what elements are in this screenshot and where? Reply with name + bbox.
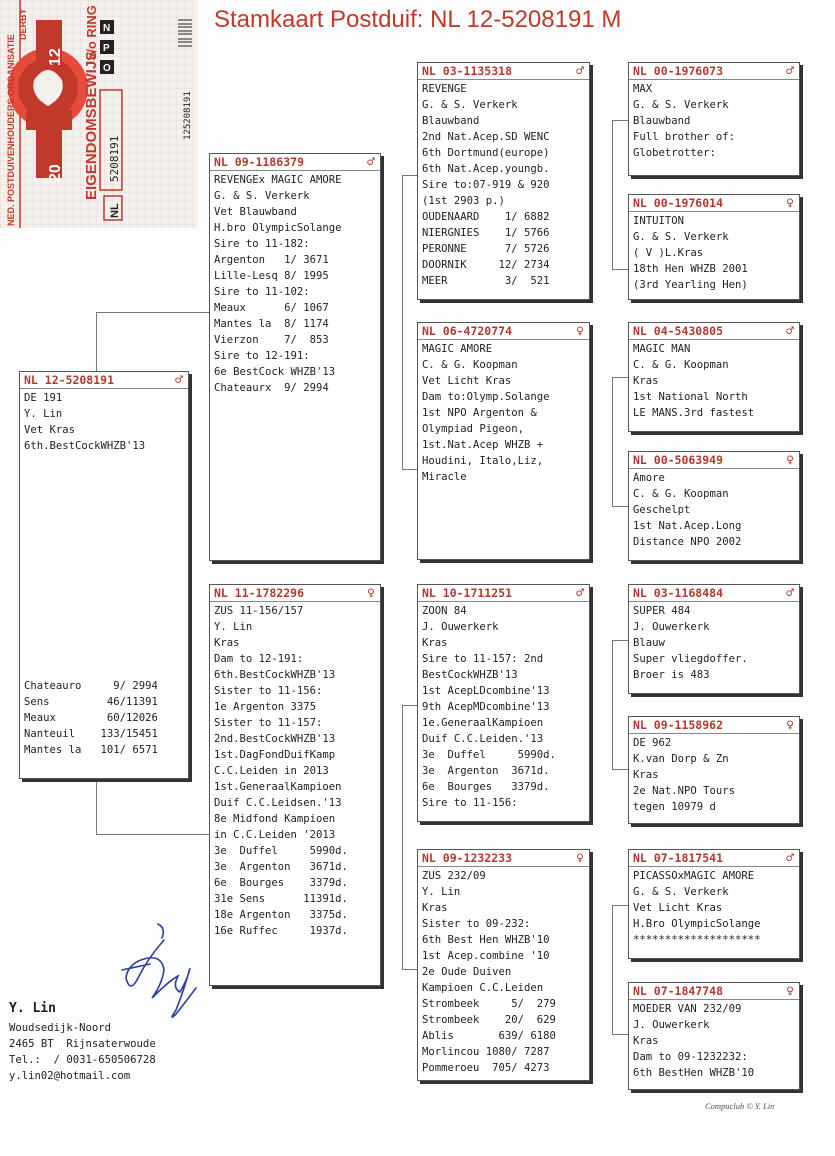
pigeon-name: ZOON 84: [422, 605, 467, 617]
info-line: tegen 10979 d: [633, 801, 716, 813]
info-line: 1st National North: [633, 391, 748, 403]
owner-email: y.lin02@hotmail.com: [9, 1070, 131, 1082]
info-line: LE MANS.3rd fastest: [633, 407, 755, 419]
info-line: Duif C.C.Leidsen.'13: [214, 797, 342, 809]
info-line: Sister to 11-157:: [214, 717, 323, 729]
pigeon-card-mfm: [628, 716, 800, 824]
breeder: G. & S. Verkerk: [633, 99, 729, 111]
male-icon: ♂: [786, 850, 794, 866]
ring-number: NL 09-1186379: [214, 155, 305, 169]
ring-number: NL 10-1711251: [422, 586, 513, 600]
info-line: 6th Nat.Acep.youngb.: [422, 163, 550, 175]
pigeon-card-subject: [19, 371, 189, 779]
color: Kras: [633, 769, 659, 781]
info-line: 6th Dortmund(europe): [422, 147, 550, 159]
info-line: 3e Duffel 5990d.: [214, 845, 348, 857]
info-line: Ablis 639/ 6180: [422, 1030, 556, 1042]
male-icon: ♂: [786, 63, 794, 79]
breeder: Y. Lin: [214, 621, 253, 633]
male-icon: ♂: [576, 585, 584, 601]
color: Vet Licht Kras: [633, 902, 723, 914]
color: Kras: [633, 1035, 659, 1047]
ring-number: NL 00-1976014: [633, 196, 724, 210]
info-line: C.C.Leiden in 2013: [214, 765, 329, 777]
breeder: C. & G. Koopman: [633, 359, 729, 371]
info-line: Argenton 1/ 3671: [214, 254, 329, 266]
owner-phone: Tel.: / 0031-650506728: [9, 1054, 156, 1066]
breeder: C. & G. Koopman: [422, 359, 518, 371]
ticket-stamp-o: O: [103, 63, 111, 74]
info-line: Vierzon 7/ 853: [214, 334, 329, 346]
info-line: Pommeroeu 705/ 4273: [422, 1062, 550, 1074]
pigeon-card-paternal-grandmother: [417, 322, 590, 560]
pigeon-card-mother: [209, 584, 381, 986]
info-line: 6e Bourges 3379d.: [214, 877, 348, 889]
info-line: 3e Argenton 3671d.: [214, 861, 348, 873]
owner-block: [9, 998, 156, 1084]
connector-father-grandparents: [402, 175, 418, 470]
pigeon-name: ZUS 232/09: [422, 870, 486, 882]
connector-fm-parents: [612, 377, 629, 507]
color: Blauw: [633, 637, 665, 649]
info-line: MEER 3/ 521: [422, 275, 550, 287]
ticket-stamp-p: P: [103, 43, 110, 54]
info-line: 1st Nat.Acep.Long: [633, 520, 742, 532]
color: Geschelpt: [633, 504, 691, 516]
color: Kras: [633, 375, 659, 387]
ticket-vo-ring: v/o RING: [84, 5, 99, 60]
info-line: Morlincou 1080/ 7287: [422, 1046, 550, 1058]
info-line: Lille-Lesq 8/ 1995: [214, 270, 329, 282]
info-line: Dam to 12-191:: [214, 653, 304, 665]
pigeon-card-paternal-grandfather: [417, 62, 590, 300]
pigeon-name: DE 191: [24, 392, 63, 404]
ticket-org-line: NED. POSTDUIVENHOUDERS ORGANISATIE: [6, 34, 16, 226]
ticket-year-a: 20: [47, 164, 64, 182]
color: Kras: [214, 637, 240, 649]
info-line: Kampioen C.C.Leiden: [422, 982, 544, 994]
ticket-year-b: 12: [47, 48, 64, 66]
result-line: Chateauro 9/ 2994: [24, 680, 158, 692]
color: Vet Kras: [24, 424, 76, 436]
female-icon: ♀: [786, 452, 794, 468]
color: Vet Blauwband: [214, 206, 297, 218]
info-line: H.bro OlympicSolange: [214, 222, 342, 234]
ticket-ring-number: 5208191: [108, 135, 121, 182]
ring-number: NL 00-5063949: [633, 453, 724, 467]
pigeon-card-mff: [628, 584, 800, 694]
male-icon: ♂: [786, 585, 794, 601]
ring-number: NL 09-1158962: [633, 718, 724, 732]
info-line: ********************: [633, 934, 761, 946]
breeder: G. & S. Verkerk: [633, 231, 729, 243]
info-line: OUDENAARD 1/ 6882: [422, 211, 550, 223]
info-line: Chateaurx 9/ 2994: [214, 382, 329, 394]
pigeon-name: Amore: [633, 472, 665, 484]
info-line: 2nd Nat.Acep.SD WENC: [422, 131, 550, 143]
info-line: 2e Oude Duiven: [422, 966, 512, 978]
connector-ff-parents: [612, 120, 629, 270]
breeder: J. Ouwerkerk: [633, 1019, 710, 1031]
info-line: 2nd.BestCockWHZB'13: [214, 733, 336, 745]
info-line: H.Bro OlympicSolange: [633, 918, 761, 930]
ticket-country: NL: [109, 203, 121, 218]
info-line: 6th.BestCockWHZB'13: [24, 440, 146, 452]
info-line: Sire to 11-157: 2nd: [422, 653, 544, 665]
ring-number: NL 03-1135318: [422, 64, 513, 78]
ring-number: NL 03-1168484: [633, 586, 724, 600]
info-line: Sire to 11-102:: [214, 286, 310, 298]
info-line: 6th.BestCockWHZB'13: [214, 669, 336, 681]
info-line: 1st.GeneraalKampioen: [214, 781, 342, 793]
color: ( V )L.Kras: [633, 247, 704, 259]
info-line: Houdini, Italo,Liz,: [422, 455, 544, 467]
ring-ticket: [0, 0, 198, 228]
info-line: 31e Sens 11391d.: [214, 893, 348, 905]
pigeon-name: MAGIC AMORE: [422, 343, 493, 355]
ring-number: NL 11-1782296: [214, 586, 305, 600]
breeder: Y. Lin: [422, 886, 461, 898]
info-line: 3e Duffel 5990d.: [422, 749, 556, 761]
breeder: G. & S. Verkerk: [214, 190, 310, 202]
info-line: 1st.DagFondDuifKamp: [214, 749, 336, 761]
info-line: Duif C.C.Leiden.'13: [422, 733, 544, 745]
pigeon-name: MAX: [633, 83, 653, 95]
info-line: 18th Hen WHZB 2001: [633, 263, 748, 275]
owner-name: Y. Lin: [9, 1001, 56, 1016]
info-line: Olympiad Pigeon,: [422, 423, 525, 435]
female-icon: ♀: [576, 850, 584, 866]
info-line: (1st 2903 p.): [422, 195, 505, 207]
footer-credit: Compuclub © Y. Lin: [705, 1101, 775, 1111]
info-line: 6th Best Hen WHZB'10: [422, 934, 550, 946]
female-icon: ♀: [786, 717, 794, 733]
ring-number: NL 12-5208191: [24, 373, 115, 387]
female-icon: ♀: [786, 983, 794, 999]
info-line: 1e Argenton 3375: [214, 701, 317, 713]
breeder: G. & S. Verkerk: [633, 886, 729, 898]
pigeon-name: INTUITON: [633, 215, 685, 227]
info-line: Strombeek 20/ 629: [422, 1014, 556, 1026]
owner-address: Woudsedijk-Noord: [9, 1022, 112, 1034]
pigeon-card-fmf: [628, 322, 800, 432]
info-line: 6e Bourges 3379d.: [422, 781, 550, 793]
page-title: Stamkaart Postduif: NL 12-5208191 M: [214, 6, 622, 33]
connector-mother-grandparents: [402, 705, 418, 970]
info-line: Super vliegdoffer.: [633, 653, 748, 665]
pigeon-name: REVENGEx MAGIC AMORE: [214, 174, 342, 186]
color: Blauwband: [422, 115, 480, 127]
ring-number: NL 09-1232233: [422, 851, 513, 865]
connector-mm-parents: [612, 905, 629, 1035]
owner-postcode: 2465 BT Rijnsaterwoude: [9, 1038, 156, 1050]
info-line: Broer is 483: [633, 669, 710, 681]
pigeon-card-fmm: [628, 451, 800, 561]
breeder: Y. Lin: [24, 408, 63, 420]
info-line: 6e BestCock WHZB'13: [214, 366, 336, 378]
ticket-stamp-n: N: [103, 23, 111, 34]
breeder: J. Ouwerkerk: [422, 621, 499, 633]
info-line: 1st.Nat.Acep WHZB +: [422, 439, 544, 451]
info-line: Full brother of:: [633, 131, 736, 143]
male-icon: ♂: [367, 154, 375, 170]
result-line: Meaux 60/12026: [24, 712, 158, 724]
info-line: 18e Argenton 3375d.: [214, 909, 348, 921]
pigeon-card-maternal-grandmother: [417, 849, 590, 1081]
pigeon-name: PICASSOxMAGIC AMORE: [633, 870, 755, 882]
info-line: in C.C.Leiden '2013: [214, 829, 336, 841]
info-line: 1st AcepLDcombine'13: [422, 685, 550, 697]
color: Kras: [422, 637, 448, 649]
female-icon: ♀: [367, 585, 375, 601]
ticket-eigendom: EIGENDOMSBEWIJS: [83, 50, 100, 200]
info-line: 9th AcepMDcombine'13: [422, 701, 550, 713]
info-line: 1st Acep.combine '10: [422, 950, 550, 962]
info-line: Sire to:07-919 & 920: [422, 179, 550, 191]
info-line: Sister to 09-232:: [422, 918, 531, 930]
info-line: 3e Argenton 3671d.: [422, 765, 550, 777]
result-line: Nanteuil 133/15451: [24, 728, 158, 740]
breeder: K.van Dorp & Zn: [633, 753, 729, 765]
ticket-derby: DERBY: [18, 8, 28, 40]
ring-number: NL 00-1976073: [633, 64, 724, 78]
color: Vet Licht Kras: [422, 375, 512, 387]
info-line: Sire to 11-182:: [214, 238, 310, 250]
info-line: DOORNIK 12/ 2734: [422, 259, 550, 271]
pigeon-name: MAGIC MAN: [633, 343, 691, 355]
info-line: BestCockWHZB'13: [422, 669, 518, 681]
female-icon: ♀: [786, 195, 794, 211]
breeder: C. & G. Koopman: [633, 488, 729, 500]
pigeon-name: DE 962: [633, 737, 672, 749]
pigeon-name: SUPER 484: [633, 605, 691, 617]
male-icon: ♂: [175, 372, 183, 388]
info-line: Sire to 12-191:: [214, 350, 310, 362]
info-line: Sister to 11-156:: [214, 685, 323, 697]
pigeon-name: REVENGE: [422, 83, 467, 95]
info-line: Distance NPO 2002: [633, 536, 742, 548]
color: Blauwband: [633, 115, 691, 127]
breeder: G. & S. Verkerk: [422, 99, 518, 111]
info-line: Dam to 09-1232232:: [633, 1051, 748, 1063]
color: Kras: [422, 902, 448, 914]
info-line: Globetrotter:: [633, 147, 716, 159]
info-line: Meaux 6/ 1067: [214, 302, 329, 314]
info-line: 6th BestHen WHZB'10: [633, 1067, 755, 1079]
info-line: 2e Nat.NPO Tours: [633, 785, 736, 797]
info-line: 1e.GeneraalKampioen: [422, 717, 544, 729]
info-line: 16e Ruffec 1937d.: [214, 925, 348, 937]
ticket-barcode-number: 125208191: [183, 91, 193, 140]
male-icon: ♂: [786, 323, 794, 339]
breeder: J. Ouwerkerk: [633, 621, 710, 633]
info-line: Sire to 11-156:: [422, 797, 518, 809]
pigeon-card-maternal-grandfather: [417, 584, 590, 822]
pigeon-card-ffm: [628, 194, 800, 300]
info-line: PERONNE 7/ 5726: [422, 243, 550, 255]
pigeon-card-fff: [628, 62, 800, 176]
ring-number: NL 04-5430805: [633, 324, 724, 338]
info-line: (3rd Yearling Hen): [633, 279, 748, 291]
info-line: 8e Midfond Kampioen: [214, 813, 336, 825]
pigeon-card-father: [209, 153, 381, 561]
ring-number: NL 07-1817541: [633, 851, 724, 865]
connector-mf-parents: [612, 640, 629, 770]
pigeon-card-mmm: [628, 982, 800, 1090]
female-icon: ♀: [576, 323, 584, 339]
pigeon-name: ZUS 11-156/157: [214, 605, 304, 617]
info-line: Mantes la 8/ 1174: [214, 318, 329, 330]
male-icon: ♂: [576, 63, 584, 79]
info-line: Dam to:Olymp.Solange: [422, 391, 550, 403]
info-line: 1st NPO Argenton &: [422, 407, 537, 419]
pigeon-name: MOEDER VAN 232/09: [633, 1003, 742, 1015]
info-line: NIERGNIES 1/ 5766: [422, 227, 550, 239]
result-line: Mantes la 101/ 6571: [24, 744, 158, 756]
pigeon-card-mmf: [628, 849, 800, 959]
info-line: Miracle: [422, 471, 467, 483]
result-line: Sens 46/11391: [24, 696, 158, 708]
ring-number: NL 06-4720774: [422, 324, 513, 338]
ring-number: NL 07-1847748: [633, 984, 724, 998]
info-line: Strombeek 5/ 279: [422, 998, 556, 1010]
